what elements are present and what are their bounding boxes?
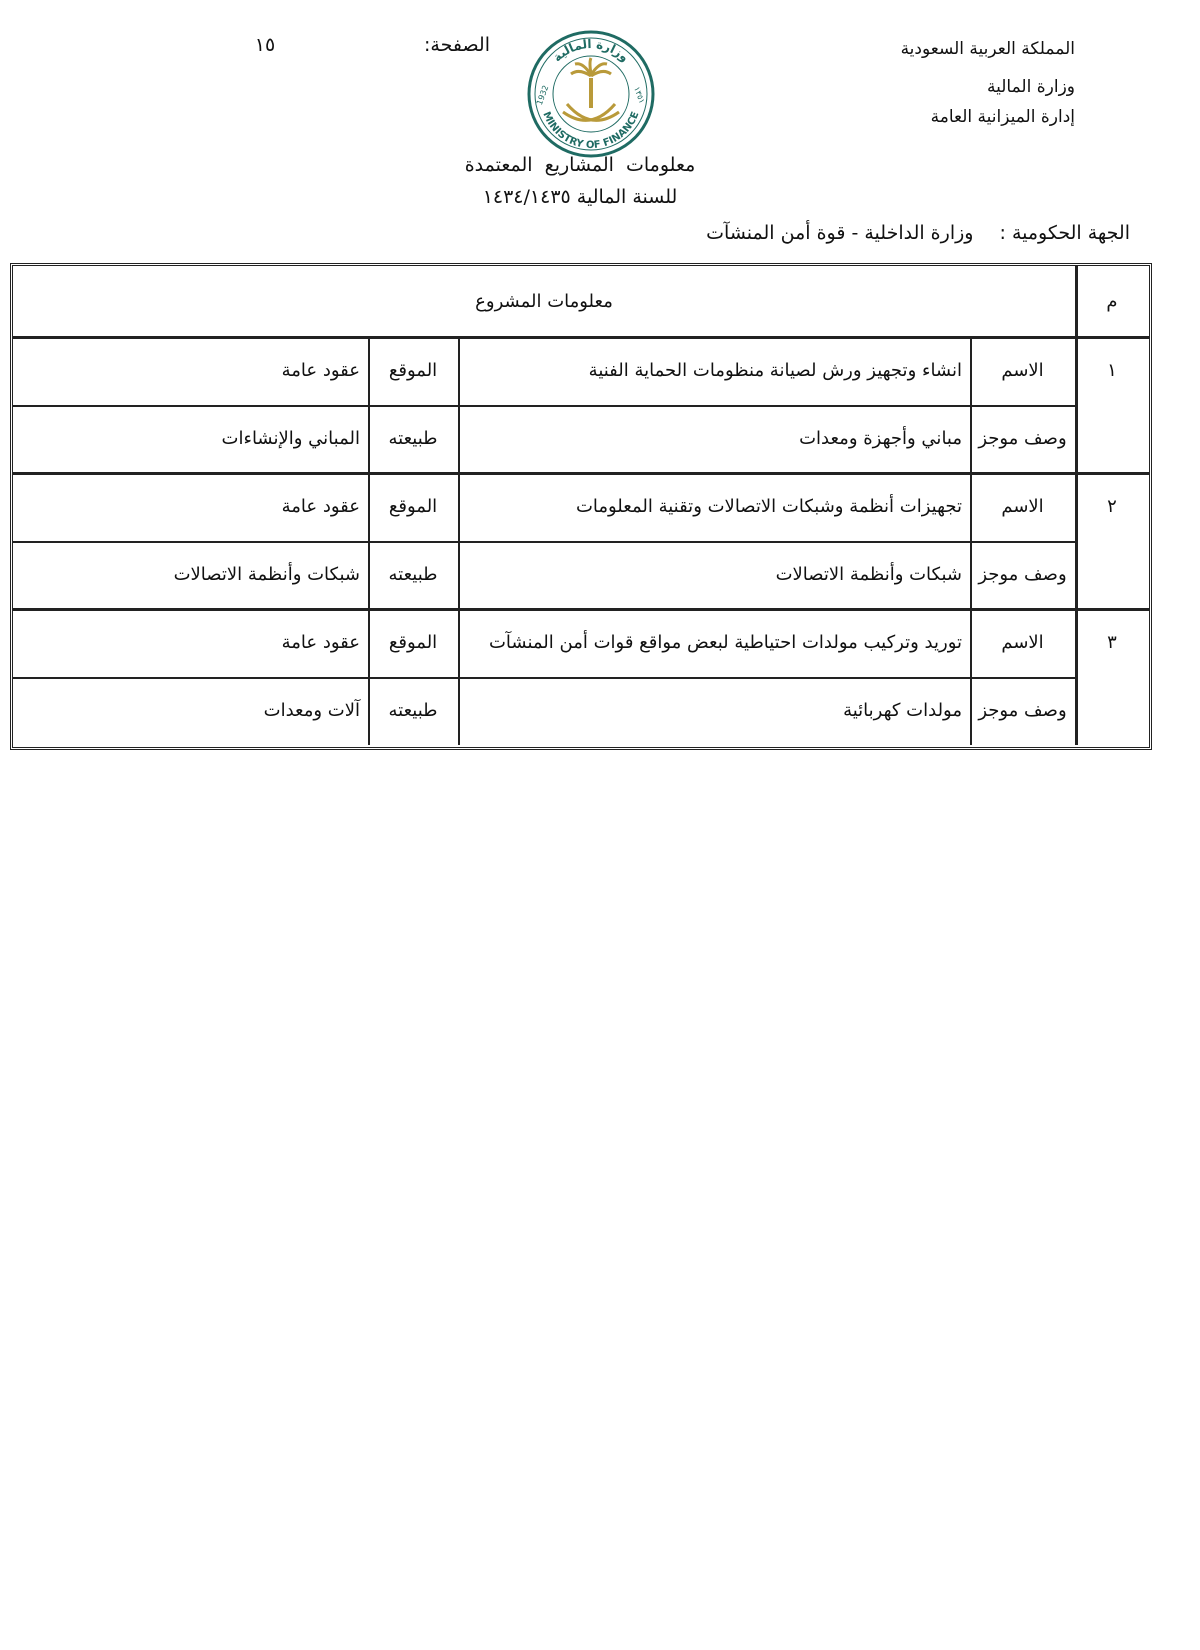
- header-country: المملكة العربية السعودية: [900, 39, 1075, 59]
- label-nature: طبيعته: [388, 700, 438, 721]
- label-name: الاسم: [1001, 496, 1044, 517]
- seal-top-text: وزارة المالية: [550, 36, 632, 65]
- label-nature: طبيعته: [388, 564, 438, 585]
- seal-bottom-text: MINISTRY OF FINANCE: [540, 110, 642, 152]
- header-org-block: [815, 34, 1075, 132]
- government-entity-line: [430, 222, 1130, 244]
- page-label: الصفحة:: [423, 34, 490, 56]
- project-nature: آلات ومعدات: [263, 700, 360, 721]
- label-location: الموقع: [388, 360, 438, 381]
- project-location: عقود عامة: [281, 496, 360, 517]
- fiscal-year-title: للسنة المالية ١٤٣٤/١٤٣٥: [482, 186, 678, 208]
- palm-tree-icon: [571, 58, 611, 108]
- header-ministry: وزارة المالية: [987, 77, 1075, 97]
- entity-label: الجهة الحكومية :: [999, 222, 1130, 244]
- label-desc: وصف موجز: [978, 428, 1067, 449]
- ministry-seal-svg: [523, 28, 659, 160]
- page-number: ١٥: [254, 34, 276, 56]
- label-name: الاسم: [1001, 632, 1044, 653]
- header-index: م: [1106, 290, 1118, 312]
- label-nature: طبيعته: [388, 428, 438, 449]
- row-index: ٣: [1107, 632, 1117, 653]
- label-location: الموقع: [388, 632, 438, 653]
- label-desc: وصف موجز: [978, 700, 1067, 721]
- project-desc: مولدات كهربائية: [843, 700, 962, 721]
- label-name: الاسم: [1001, 360, 1044, 381]
- project-desc: مباني وأجهزة ومعدات: [799, 428, 962, 449]
- project-name: تجهيزات أنظمة وشبكات الاتصالات وتقنية المعلومات: [575, 496, 962, 517]
- document-title: معلومات المشاريع المعتمدة: [464, 154, 696, 176]
- project-location: عقود عامة: [281, 632, 360, 653]
- project-name: توريد وتركيب مولدات احتياطية لبعض مواقع قوات أمن المنشآت: [488, 632, 962, 653]
- ministry-seal-logo: [523, 28, 659, 160]
- row-index: ١: [1107, 360, 1117, 381]
- row-index: ٢: [1107, 496, 1117, 517]
- seal-year-right: ١٣٥١: [632, 85, 647, 105]
- header-project-info: معلومات المشروع: [475, 290, 613, 312]
- project-desc: شبكات وأنظمة الاتصالات: [775, 564, 962, 585]
- project-nature: المباني والإنشاءات: [221, 428, 360, 449]
- label-location: الموقع: [388, 496, 438, 517]
- entity-value: وزارة الداخلية - قوة أمن المنشآت: [706, 222, 974, 244]
- header-department: إدارة الميزانية العامة: [930, 107, 1075, 127]
- project-nature: شبكات وأنظمة الاتصالات: [173, 564, 360, 585]
- project-name: انشاء وتجهيز ورش لصيانة منظومات الحماية الفنية: [588, 360, 962, 381]
- label-desc: وصف موجز: [978, 564, 1067, 585]
- seal-year-left: 1932: [534, 84, 551, 107]
- project-location: عقود عامة: [281, 360, 360, 381]
